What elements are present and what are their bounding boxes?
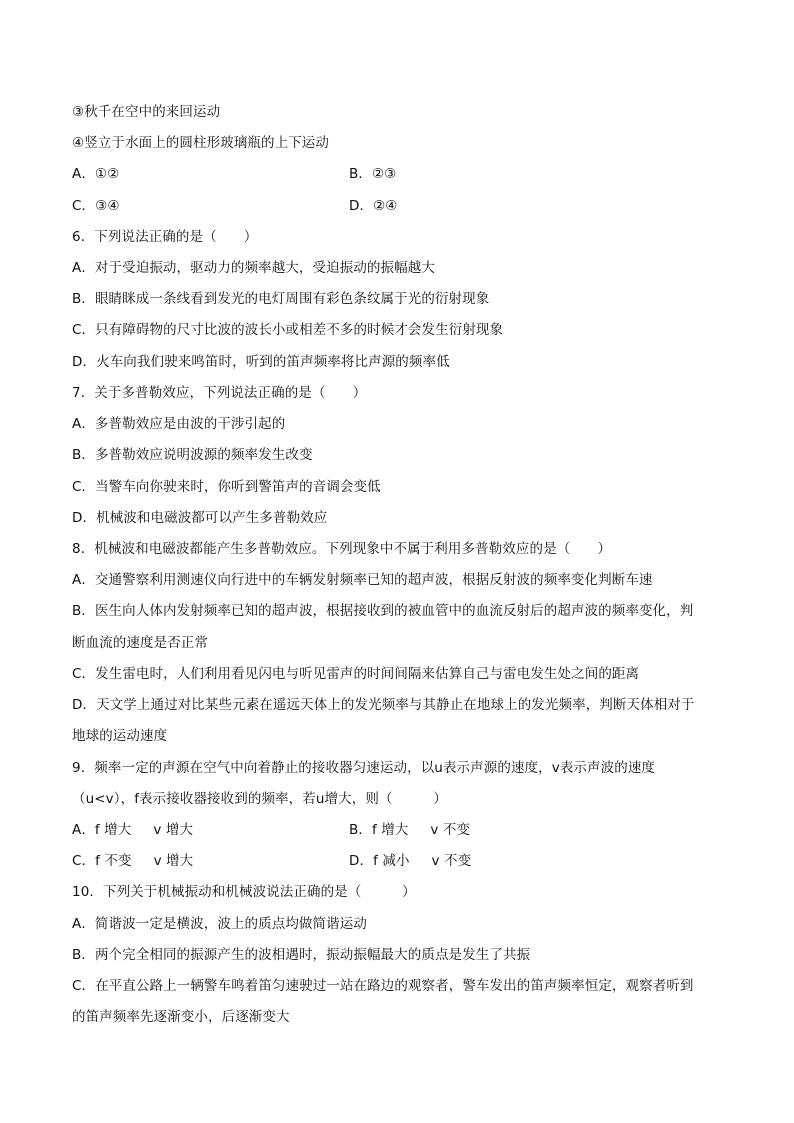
q9-choice-c xyxy=(72,851,193,871)
q5-choice-d: D．②④ xyxy=(349,198,398,214)
q9-choice-a-f: A．f 增大 xyxy=(72,822,132,838)
option-4-text: ④竖立于水面上的圆柱形玻璃瓶的上下运动 xyxy=(72,135,330,151)
q8-choice-d-line2: 地球的运动速度 xyxy=(72,728,168,744)
q6-choice-b: B．眼睛眯成一条线看到发光的电灯周围有彩色条纹属于光的衍射现象 xyxy=(72,291,490,307)
q6-stem: 6．下列说法正确的是（ ） xyxy=(72,229,258,245)
q9-choice-a-v: v 增大 xyxy=(153,822,194,838)
q7-choice-c: C．当警车向你驶来时，你听到警笛声的音调会变低 xyxy=(72,479,381,495)
q9-stem-line1: 9．频率一定的声源在空气中向着静止的接收器匀速运动，以u表示声源的速度，v表示声波的速度 xyxy=(72,760,656,776)
q10-choice-c-line2: 的笛声频率先逐渐变小，后逐渐变大 xyxy=(72,1009,290,1025)
q6-choice-a: A．对于受迫振动，驱动力的频率越大，受迫振动的振幅越大 xyxy=(72,260,435,276)
q6-choice-d: D．火车向我们驶来鸣笛时，听到的笛声频率将比声源的频率低 xyxy=(72,354,450,370)
q10-choice-a: A．简谐波一定是横波，波上的质点均做简谐运动 xyxy=(72,916,367,932)
q5-choice-a: A．①② xyxy=(72,166,120,182)
q10-choice-c-line1: C．在平直公路上一辆警车鸣着笛匀速驶过一站在路边的观察者，警车发出的笛声频率恒定，观察者听到 xyxy=(72,978,694,994)
q5-choice-c: C．③④ xyxy=(72,198,120,214)
q9-choice-c-f: C．f 不变 xyxy=(72,853,132,869)
q7-choice-b: B．多普勒效应说明波源的频率发生改变 xyxy=(72,447,313,463)
q9-choice-a xyxy=(72,820,193,840)
q9-choice-b-f: B．f 增大 xyxy=(349,822,409,838)
q6-choice-c: C．只有障碍物的尺寸比波的波长小或相差不多的时候才会发生衍射现象 xyxy=(72,322,504,338)
q8-choice-b-line1: B．医生向人体内发射频率已知的超声波，根据接收到的被血管中的血流反射后的超声波的频率变化，判 xyxy=(72,603,694,619)
q9-choice-d xyxy=(349,851,471,871)
q8-stem: 8．机械波和电磁波都能产生多普勒效应。下列现象中不属于利用多普勒效应的是（ ） xyxy=(72,541,612,557)
q8-choice-d-line1: D．天文学上通过对比某些元素在遥远天体上的发光频率与其静止在地球上的发光频率，判断天体相对于 xyxy=(72,697,695,713)
q7-choice-d: D．机械波和电磁波都可以产生多普勒效应 xyxy=(72,510,328,526)
q9-choice-d-f: D．f 减小 xyxy=(349,853,410,869)
q10-stem: 10．下列关于机械振动和机械波说法正确的是（ ） xyxy=(72,884,416,900)
q5-choice-b: B．②③ xyxy=(349,166,397,182)
q7-choice-a: A．多普勒效应是由波的干涉引起的 xyxy=(72,416,286,432)
q8-choice-a: A．交通警察利用测速仪向行进中的车辆发射频率已知的超声波，根据反射波的频率变化判断车速 xyxy=(72,572,653,588)
q10-choice-b: B．两个完全相同的振源产生的波相遇时，振动振幅最大的质点是发生了共振 xyxy=(72,947,531,963)
q8-choice-b-line2: 断血流的速度是否正常 xyxy=(72,635,208,651)
q9-choice-c-v: v 增大 xyxy=(153,853,194,869)
q9-choice-b-v: v 不变 xyxy=(430,822,471,838)
q7-stem: 7．关于多普勒效应，下列说法正确的是（ ） xyxy=(72,385,367,401)
q9-choice-d-v: v 不变 xyxy=(431,853,472,869)
q9-stem-line2: （u<v），f表示接收器接收到的频率，若u增大，则（ ） xyxy=(72,791,447,807)
option-3-text: ③秋千在空中的来回运动 xyxy=(72,104,221,120)
q8-choice-c: C．发生雷电时，人们利用看见闪电与听见雷声的时间间隔来估算自己与雷电发生处之间的距离 xyxy=(72,666,640,682)
q9-choice-b xyxy=(349,820,470,840)
